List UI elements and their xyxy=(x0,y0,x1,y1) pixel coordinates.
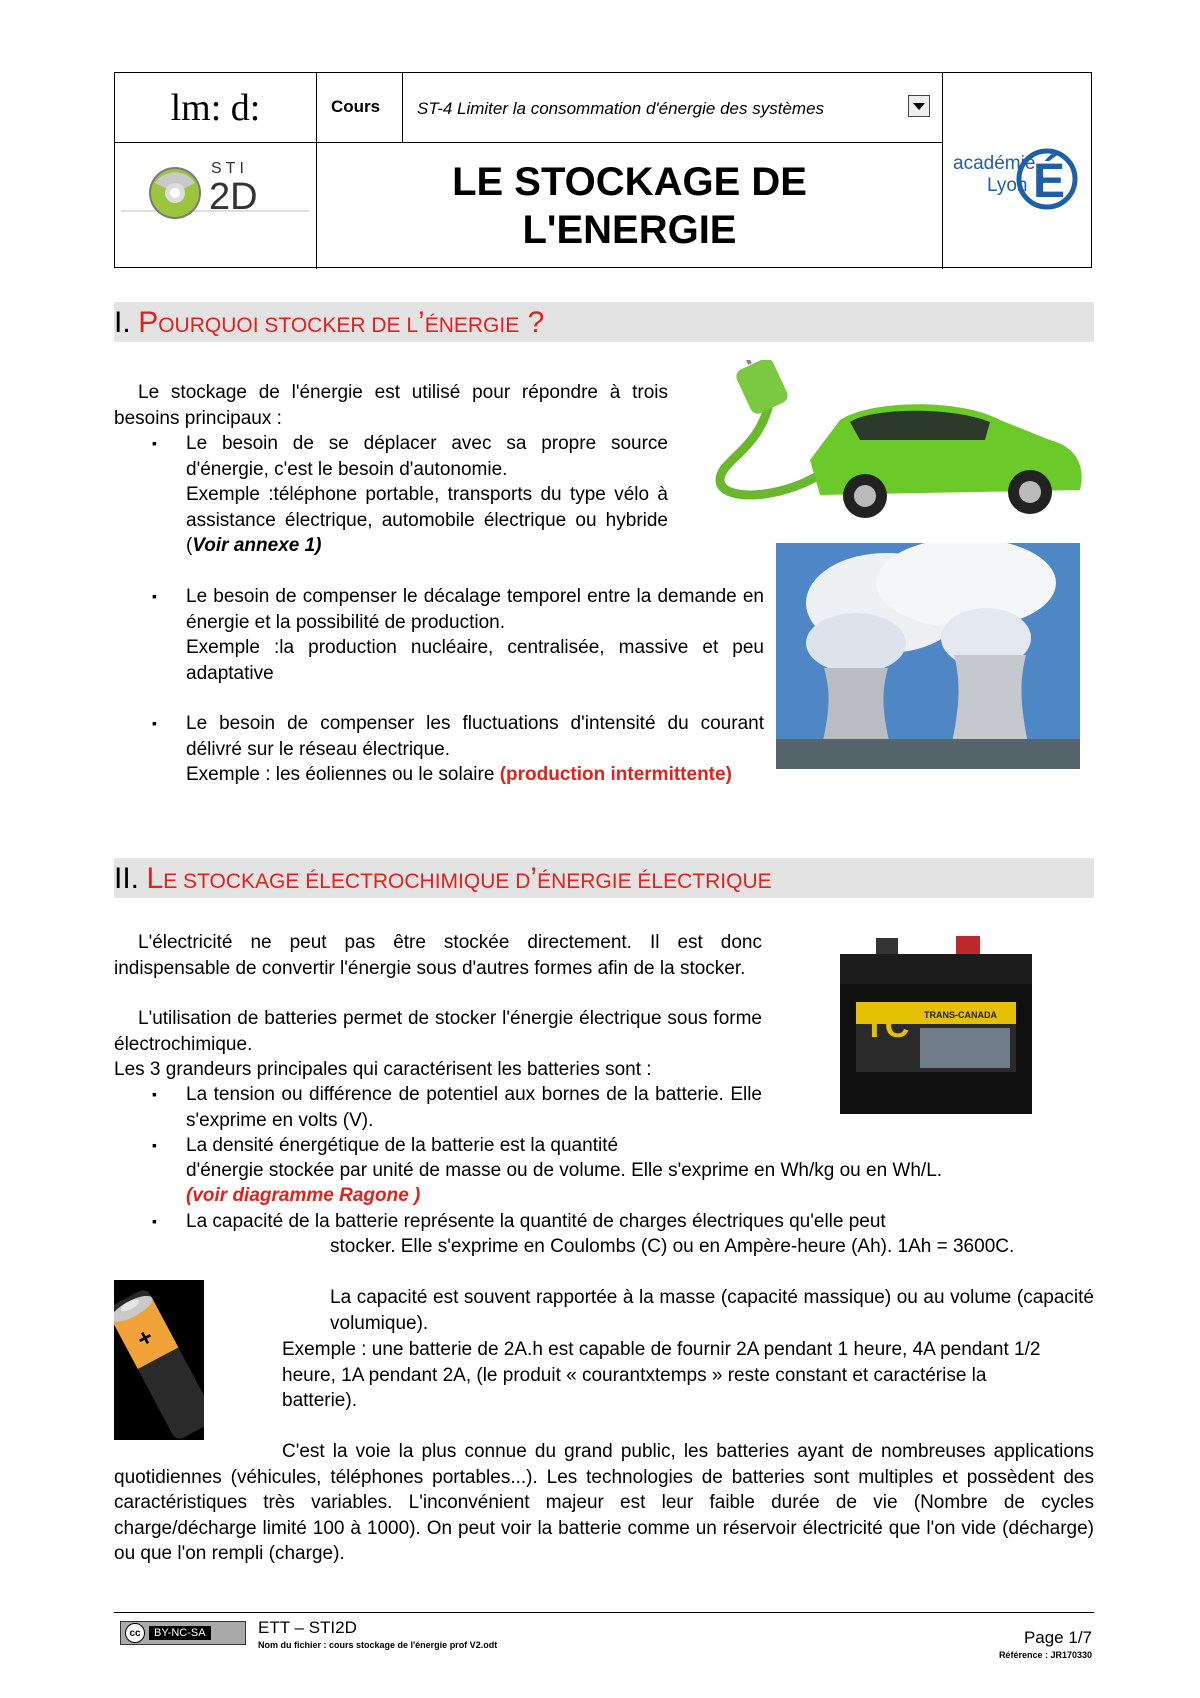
title-line-2: L'ENERGIE xyxy=(522,208,737,252)
capacity-example: Exemple : une batterie de 2A.h est capable de fournir 2A pendant 1 heure, 4A pendant 1/2 heure, 1A pendant 2A, (le produit « courantxtemps » reste constant et caractérise la batterie). xyxy=(282,1339,1041,1411)
page-number: Page 1/7 xyxy=(1023,1628,1092,1647)
section-2-para-2: L'utilisation de batteries permet de stocker l'énergie électrique sous forme électrochimique. xyxy=(114,1008,762,1055)
battery-capacity-mass: La capacité est souvent rapportée à la masse (capacité massique) ou au volume (capacité volumique). xyxy=(330,1287,1094,1334)
section-2-para-1: L'électricité ne peut pas être stockée directement. Il est donc indispensable de convertir l'énergie sous d'autres formes afin de la stocker. xyxy=(114,932,762,979)
logo-sti-text: STI xyxy=(211,160,248,177)
dropdown-arrow-icon[interactable] xyxy=(908,95,930,117)
logo-e-text: É xyxy=(1033,155,1066,208)
cell-plus-text: + xyxy=(132,1323,158,1354)
section-1-heading: I. POURQUOI STOCKER DE L’ÉNERGIE ? xyxy=(114,302,1094,342)
header-table xyxy=(114,72,1092,268)
footer-divider xyxy=(114,1612,1094,1613)
battery-capacity-item: ▪ La capacité de la batterie représente la quantité de charges électriques qu'elle peut xyxy=(152,1211,886,1232)
logo-lyon-text: Lyon xyxy=(987,175,1028,196)
section-1-intro: Le stockage de l'énergie est utilisé pour répondre à trois besoins principaux : xyxy=(114,382,668,429)
title-line-1: LE STOCKAGE DE xyxy=(452,160,807,204)
battery-energy-density-cont: d'énergie stockée par unité de masse ou de volume. Elle s'exprime en Wh/kg ou en Wh/L. xyxy=(186,1160,943,1181)
subject-field[interactable] xyxy=(403,73,943,143)
battery-energy-density-item: ▪ La densité énergétique de la batterie est la quantité xyxy=(152,1135,619,1156)
footer-course: ETT – STI2D xyxy=(258,1618,357,1637)
logo-academie-text: académie xyxy=(953,153,1036,174)
need-fluctuations: ▪ Le besoin de compenser les fluctuations d'intensité du courant délivré sur le réseau électrique. Exemple : les éoliennes ou le solaire (production intermittente) xyxy=(152,713,764,785)
cc-license-badge xyxy=(120,1621,246,1645)
footer-reference: Référence : JR170330 xyxy=(998,1650,1092,1660)
aa-cell-image xyxy=(114,1280,204,1440)
section-2-closing: C'est la voie la plus connue du grand public, les batteries ayant de nombreuses applications quotidiennes (véhicules, téléphones portables...). Les technologies de batteries sont multiples et possèdent des caractéristiques très variables. L'inconvénient majeur est leur faible durée de vie (Nombre de cycles charge/décharge limité 100 à 1000). On peut voir la batterie comme un réservoir électricité que l'on vide (décharge) ou que l'on rempli (charge). xyxy=(114,1441,1094,1564)
nuclear-plant-image xyxy=(776,543,1080,769)
sti2d-logo xyxy=(115,143,317,269)
battery-voltage-item: ▪ La tension ou différence de potentiel aux bornes de la batterie. Elle s'exprime en volts (V). xyxy=(152,1084,762,1131)
car-battery-image xyxy=(836,932,1036,1120)
logo-2d-text: 2D xyxy=(209,176,258,218)
ragone-reference: (voir diagramme Ragone ) xyxy=(186,1185,421,1206)
battery-sub-text: TRANS-CANADA xyxy=(924,1010,997,1020)
section-2-para-3: Les 3 grandeurs principales qui caractérisent les batteries sont : xyxy=(114,1059,652,1080)
page-title xyxy=(317,143,943,269)
battery-brand-text: TC xyxy=(864,1007,910,1045)
section-2-heading: II. LE STOCKAGE ÉLECTROCHIMIQUE D’ÉNERGIE ÉLECTRIQUE xyxy=(114,858,1094,898)
battery-capacity-cont: stocker. Elle s'exprime en Coulombs (C) ou en Ampère-heure (Ah). 1Ah = 3600C. xyxy=(330,1236,1015,1257)
electric-car-image xyxy=(700,360,1090,528)
academie-lyon-logo xyxy=(943,73,1091,269)
doc-type-label: Cours xyxy=(317,73,403,143)
need-autonomy: ▪ Le besoin de se déplacer avec sa propre source d'énergie, c'est le besoin d'autonomie. Exemple :téléphone portable, transports du type vélo à assistance électrique, automobile électrique ou hybride (Voir annexe 1) xyxy=(152,433,668,556)
date-field: lm: d: xyxy=(115,73,317,143)
cc-icon: cc xyxy=(125,1623,145,1643)
subject-text: ST-4 Limiter la consommation d'énergie des systèmes xyxy=(417,99,825,118)
footer-filename: Nom du fichier : cours stockage de l'énergie prof V2.odt xyxy=(258,1640,498,1650)
license-text: BY-NC-SA xyxy=(149,1626,211,1640)
need-time-shift: ▪ Le besoin de compenser le décalage temporel entre la demande en énergie et la possibilité de production. Exemple :la production nucléaire, centralisée, massive et peu adaptative xyxy=(152,586,764,684)
